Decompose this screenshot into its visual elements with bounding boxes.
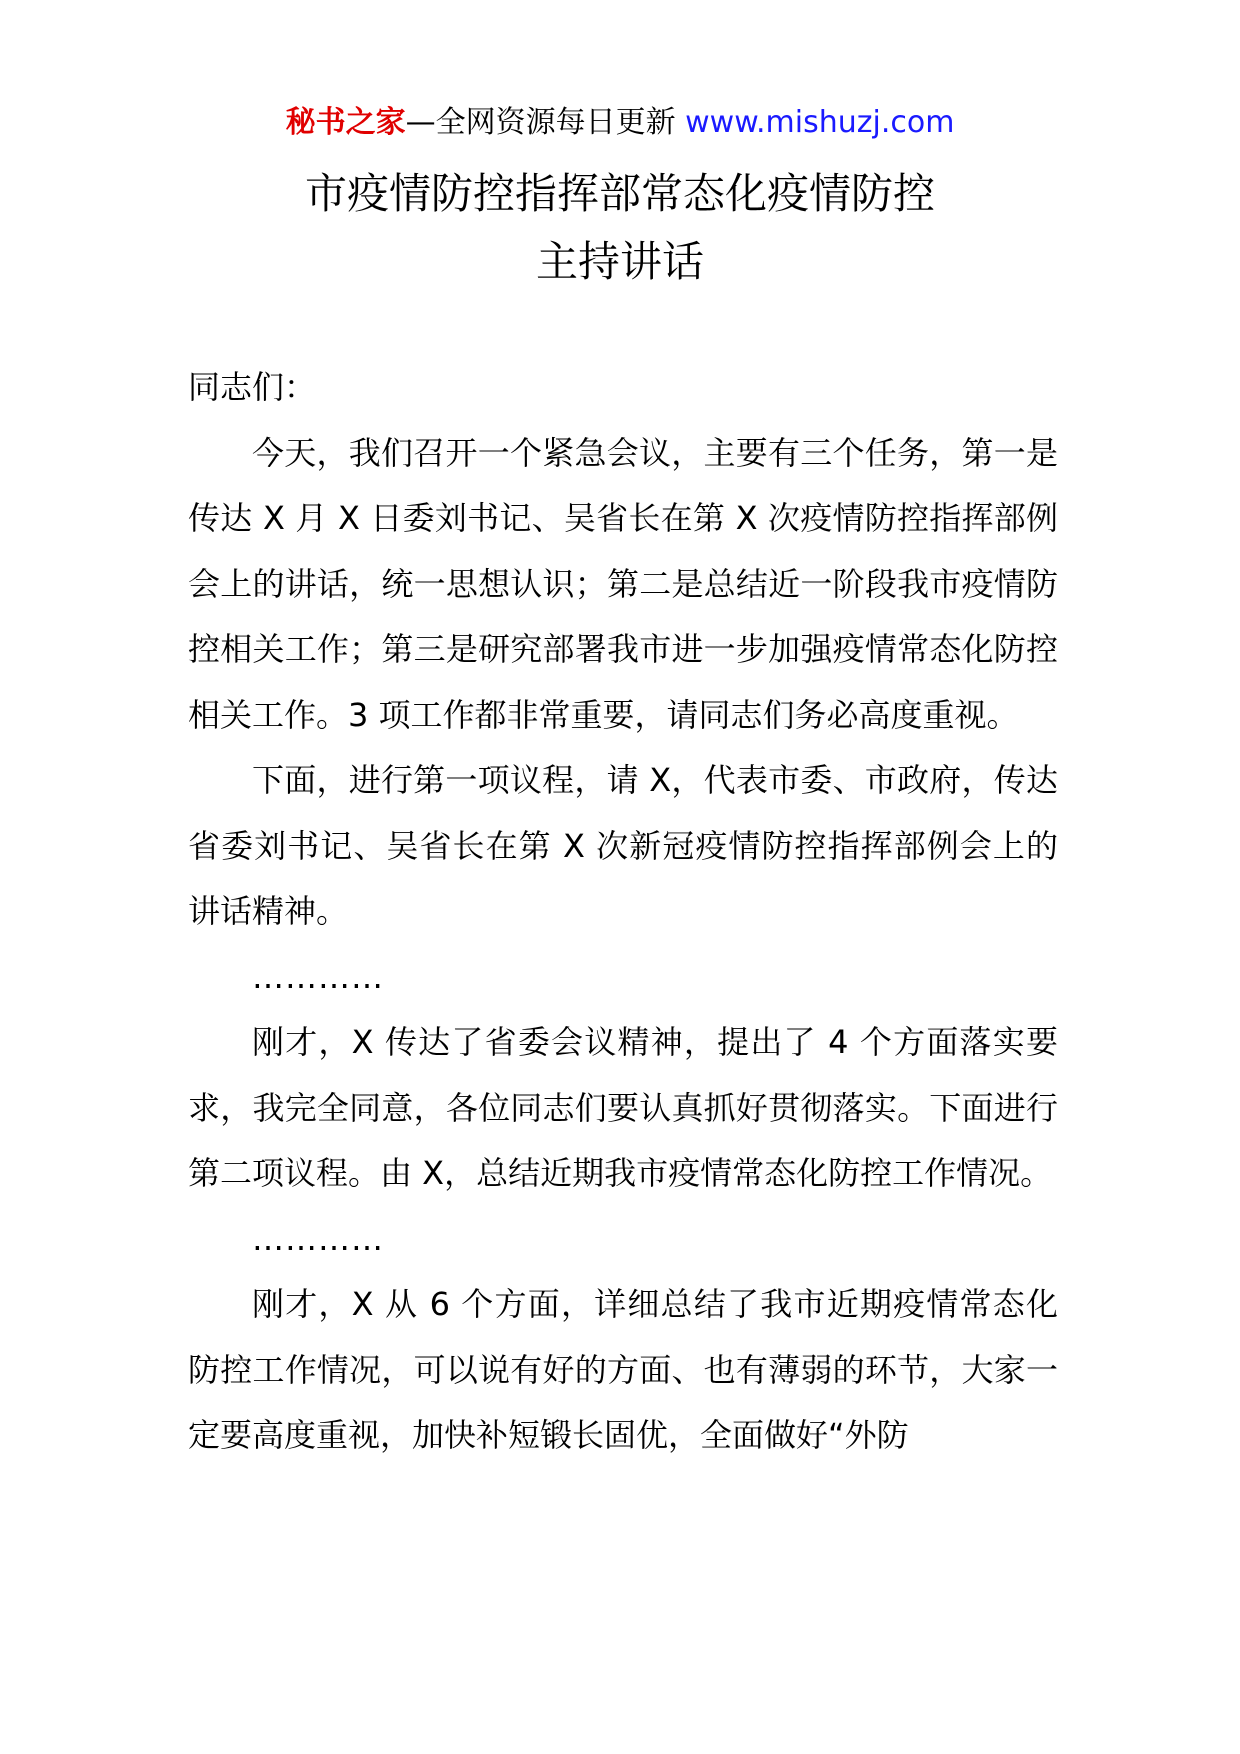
site-header xyxy=(0,100,1240,146)
paragraph: 今天，我们召开一个紧急会议，主要有三个任务，第一是传达 X 月 X 日委刘书记、吴省长在第 X 次疫情防控指挥部例会上的讲话，统一思想认识；第二是总结近一阶段我市疫情防控相关工作；第三是研究部署我市进一步加强疫情常态化防控相关工作。3 项工作都非常重要，请同志们务必高度重视。 xyxy=(188,433,1058,734)
ellipsis-separator: ………… xyxy=(252,957,384,996)
paragraph: 下面，进行第一项议程，请 X，代表市委、市政府，传达省委刘书记、吴省长在第 X 次新冠疫情防控指挥部例会上的讲话精神。 xyxy=(188,761,1058,930)
header-tagline: —全网资源每日更新 xyxy=(405,105,686,140)
paragraph: 刚才，X 传达了省委会议精神，提出了 4 个方面落实要求，我完全同意，各位同志们要认真抓好贯彻落实。下面进行第二项议程。由 X，总结近期我市疫情常态化防控工作情况。 xyxy=(188,1023,1058,1192)
brand-name: 秘书之家 xyxy=(285,105,406,140)
salutation: 同志们： xyxy=(188,368,317,406)
ellipsis-separator: ………… xyxy=(252,1219,384,1258)
document-body xyxy=(188,355,1058,1469)
document-title-line-2: 主持讲话 xyxy=(535,237,704,286)
paragraph: 刚才，X 从 6 个方面，详细总结了我市近期疫情常态化防控工作情况，可以说有好的方面、也有薄弱的环节，大家一定要高度重视，加快补短锻长固优，全面做好“外防 xyxy=(188,1285,1058,1454)
document-title-line-1: 市疫情防控指挥部常态化疫情防控 xyxy=(304,169,935,218)
site-url-link[interactable]: www.mishuzj.com xyxy=(685,105,955,140)
